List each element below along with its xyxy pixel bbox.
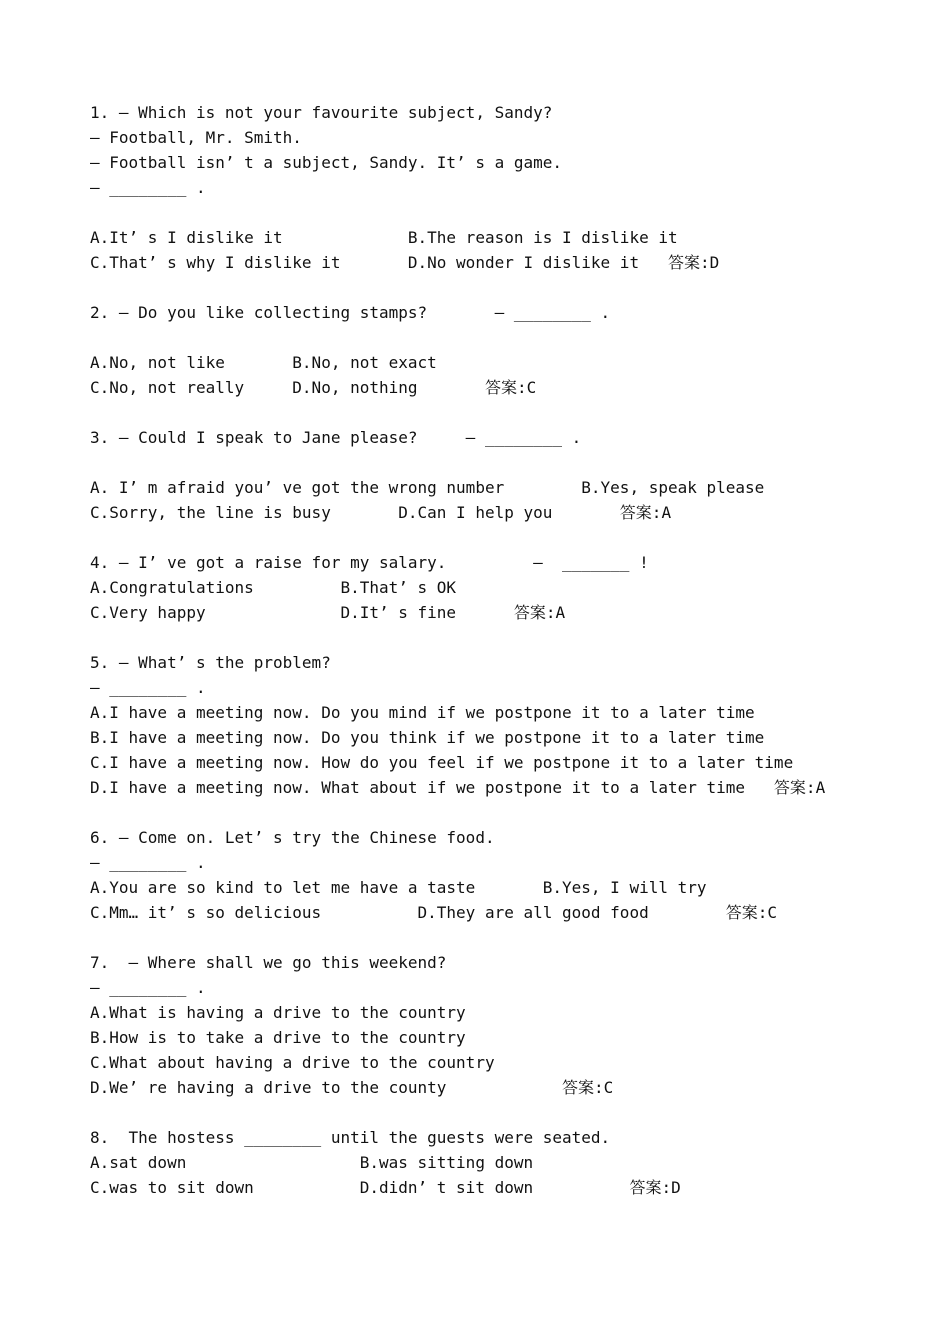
text-line: 7. — Where shall we go this weekend? — [90, 953, 447, 972]
text-line: C.I have a meeting now. How do you feel if we postpone it to a later time — [90, 753, 794, 772]
blank-line — [90, 925, 910, 950]
text-line: — ________ . — [90, 178, 206, 197]
text-line: C.was to sit down D.didn’ t sit down 答案:D — [90, 1178, 681, 1197]
text-line: A.Congratulations B.That’ s OK — [90, 578, 457, 597]
blank-line — [90, 800, 910, 825]
text-line: 8. The hostess ________ until the guests were seated. — [90, 1128, 611, 1147]
text-line: A.I have a meeting now. Do you mind if we postpone it to a later time — [90, 703, 755, 722]
text-line: C.Mm… it’ s so delicious D.They are all good food 答案:C — [90, 903, 778, 922]
text-line: C.No, not really D.No, nothing 答案:C — [90, 378, 537, 397]
text-line: B.How is to take a drive to the country — [90, 1028, 466, 1047]
text-line: 2. — Do you like collecting stamps? — ________ . — [90, 303, 611, 322]
text-line: — ________ . — [90, 678, 206, 697]
text-line: 5. — What’ s the problem? — [90, 653, 331, 672]
text-line: D.I have a meeting now. What about if we postpone it to a later time 答案:A — [90, 778, 826, 797]
blank-line — [90, 400, 910, 425]
text-line: 6. — Come on. Let’ s try the Chinese food. — [90, 828, 495, 847]
blank-line — [90, 275, 910, 300]
text-line: C.Sorry, the line is busy D.Can I help you 答案:A — [90, 503, 672, 522]
text-line: 4. — I’ ve got a raise for my salary. — _______ ! — [90, 553, 649, 572]
text-line: B.I have a meeting now. Do you think if we postpone it to a later time — [90, 728, 765, 747]
blank-line — [90, 450, 910, 475]
text-line: — Football isn’ t a subject, Sandy. It’ s a game. — [90, 153, 563, 172]
text-line: C.That’ s why I dislike it D.No wonder I dislike it 答案:D — [90, 253, 720, 272]
blank-line — [90, 325, 910, 350]
text-line: D.We’ re having a drive to the county 答案:C — [90, 1078, 614, 1097]
blank-line — [90, 200, 910, 225]
text-line: A.No, not like B.No, not exact — [90, 353, 437, 372]
text-line: C.Very happy D.It’ s fine 答案:A — [90, 603, 566, 622]
text-line: 3. — Could I speak to Jane please? — ________ . — [90, 428, 582, 447]
text-line: — ________ . — [90, 853, 206, 872]
text-line: 1. — Which is not your favourite subject, Sandy? — [90, 103, 553, 122]
text-line: A. I’ m afraid you’ ve got the wrong number B.Yes, speak please — [90, 478, 765, 497]
text-line: A.sat down B.was sitting down — [90, 1153, 534, 1172]
blank-line — [90, 1100, 910, 1125]
blank-line — [90, 525, 910, 550]
blank-line — [90, 625, 910, 650]
text-line: A.It’ s I dislike it B.The reason is I dislike it — [90, 228, 678, 247]
document-page — [90, 100, 910, 1200]
text-line: A.What is having a drive to the country — [90, 1003, 466, 1022]
text-line: — Football, Mr. Smith. — [90, 128, 302, 147]
text-line: A.You are so kind to let me have a taste B.Yes, I will try — [90, 878, 707, 897]
text-line: C.What about having a drive to the country — [90, 1053, 495, 1072]
text-line: — ________ . — [90, 978, 206, 997]
